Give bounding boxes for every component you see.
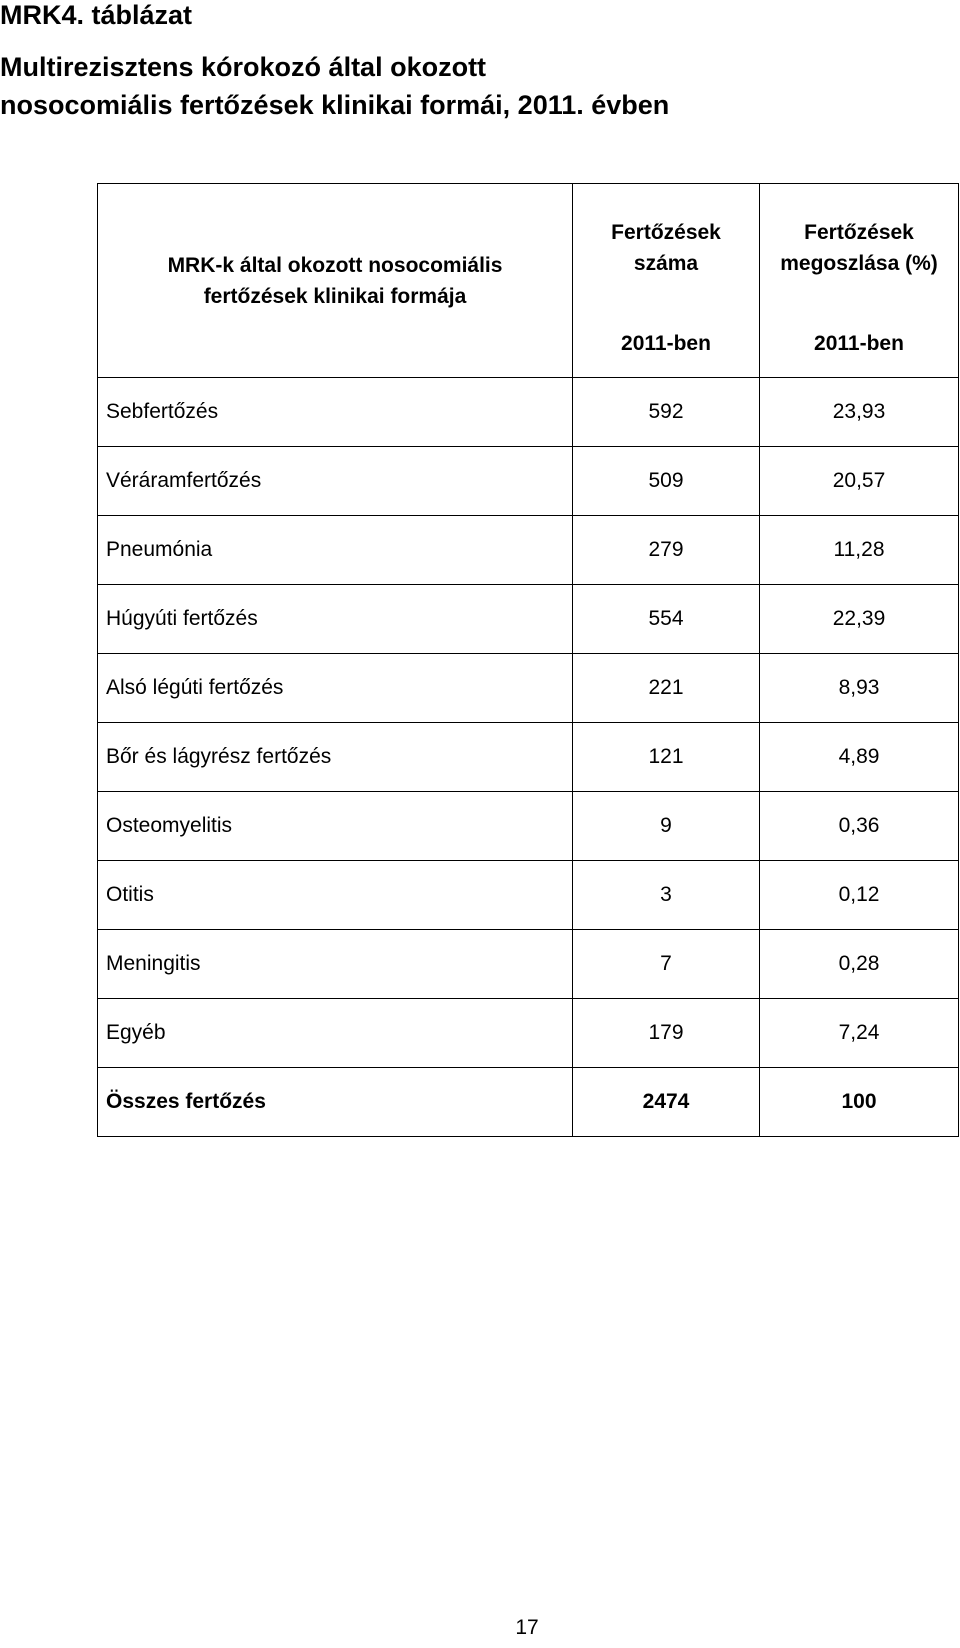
total-label: Összes fertőzés bbox=[98, 1068, 573, 1137]
table-row bbox=[98, 792, 959, 861]
header-count-line-2: száma bbox=[633, 251, 699, 275]
row-share: 23,93 bbox=[760, 378, 959, 447]
row-share: 20,57 bbox=[760, 447, 959, 516]
row-share: 0,28 bbox=[760, 930, 959, 999]
page-title bbox=[0, 48, 669, 124]
row-count: 554 bbox=[573, 585, 760, 654]
table-row bbox=[98, 861, 959, 930]
table-row bbox=[98, 930, 959, 999]
row-clinical-form: Pneumónia bbox=[98, 516, 573, 585]
header-share-year: 2011-ben bbox=[760, 311, 959, 378]
table-row bbox=[98, 999, 959, 1068]
row-clinical-form: Alsó légúti fertőzés bbox=[98, 654, 573, 723]
row-share: 0,36 bbox=[760, 792, 959, 861]
row-share: 8,93 bbox=[760, 654, 959, 723]
infections-table bbox=[97, 183, 959, 1137]
row-clinical-form: Meningitis bbox=[98, 930, 573, 999]
title-line-1: Multirezisztens kórokozó által okozott bbox=[0, 52, 487, 82]
row-count: 279 bbox=[573, 516, 760, 585]
total-share: 100 bbox=[760, 1068, 959, 1137]
row-clinical-form: Bőr és lágyrész fertőzés bbox=[98, 723, 573, 792]
row-count: 7 bbox=[573, 930, 760, 999]
row-share: 4,89 bbox=[760, 723, 959, 792]
row-count: 3 bbox=[573, 861, 760, 930]
table-row bbox=[98, 654, 959, 723]
row-count: 121 bbox=[573, 723, 760, 792]
row-count: 509 bbox=[573, 447, 760, 516]
header-share-line-2: megoszlása (%) bbox=[780, 251, 938, 275]
table-label: MRK4. táblázat bbox=[0, 0, 193, 30]
header-clinical-form-line-1: MRK-k által okozott nosocomiális bbox=[167, 253, 503, 277]
title-line-2: nosocomiális fertőzések klinikai formái, 2011. évben bbox=[0, 90, 670, 120]
table-row bbox=[98, 447, 959, 516]
total-count: 2474 bbox=[573, 1068, 760, 1137]
row-share: 0,12 bbox=[760, 861, 959, 930]
row-clinical-form: Egyéb bbox=[98, 999, 573, 1068]
row-share: 7,24 bbox=[760, 999, 959, 1068]
row-clinical-form: Otitis bbox=[98, 861, 573, 930]
page-number: 17 bbox=[515, 1616, 539, 1639]
header-share-line-1: Fertőzések bbox=[804, 220, 914, 244]
row-clinical-form: Véráramfertőzés bbox=[98, 447, 573, 516]
row-count: 9 bbox=[573, 792, 760, 861]
row-share: 22,39 bbox=[760, 585, 959, 654]
row-count: 179 bbox=[573, 999, 760, 1068]
table-row bbox=[98, 723, 959, 792]
row-count: 221 bbox=[573, 654, 760, 723]
row-count: 592 bbox=[573, 378, 760, 447]
row-clinical-form: Húgyúti fertőzés bbox=[98, 585, 573, 654]
header-count bbox=[573, 184, 760, 312]
row-clinical-form: Sebfertőzés bbox=[98, 378, 573, 447]
row-clinical-form: Osteomyelitis bbox=[98, 792, 573, 861]
table-row bbox=[98, 585, 959, 654]
row-share: 11,28 bbox=[760, 516, 959, 585]
table-row bbox=[98, 378, 959, 447]
header-share bbox=[760, 184, 959, 312]
table-row bbox=[98, 516, 959, 585]
header-clinical-form bbox=[98, 184, 573, 378]
header-count-line-1: Fertőzések bbox=[611, 220, 721, 244]
total-row bbox=[98, 1068, 959, 1137]
header-count-year: 2011-ben bbox=[573, 311, 760, 378]
header-clinical-form-line-2: fertőzések klinikai formája bbox=[203, 284, 467, 308]
